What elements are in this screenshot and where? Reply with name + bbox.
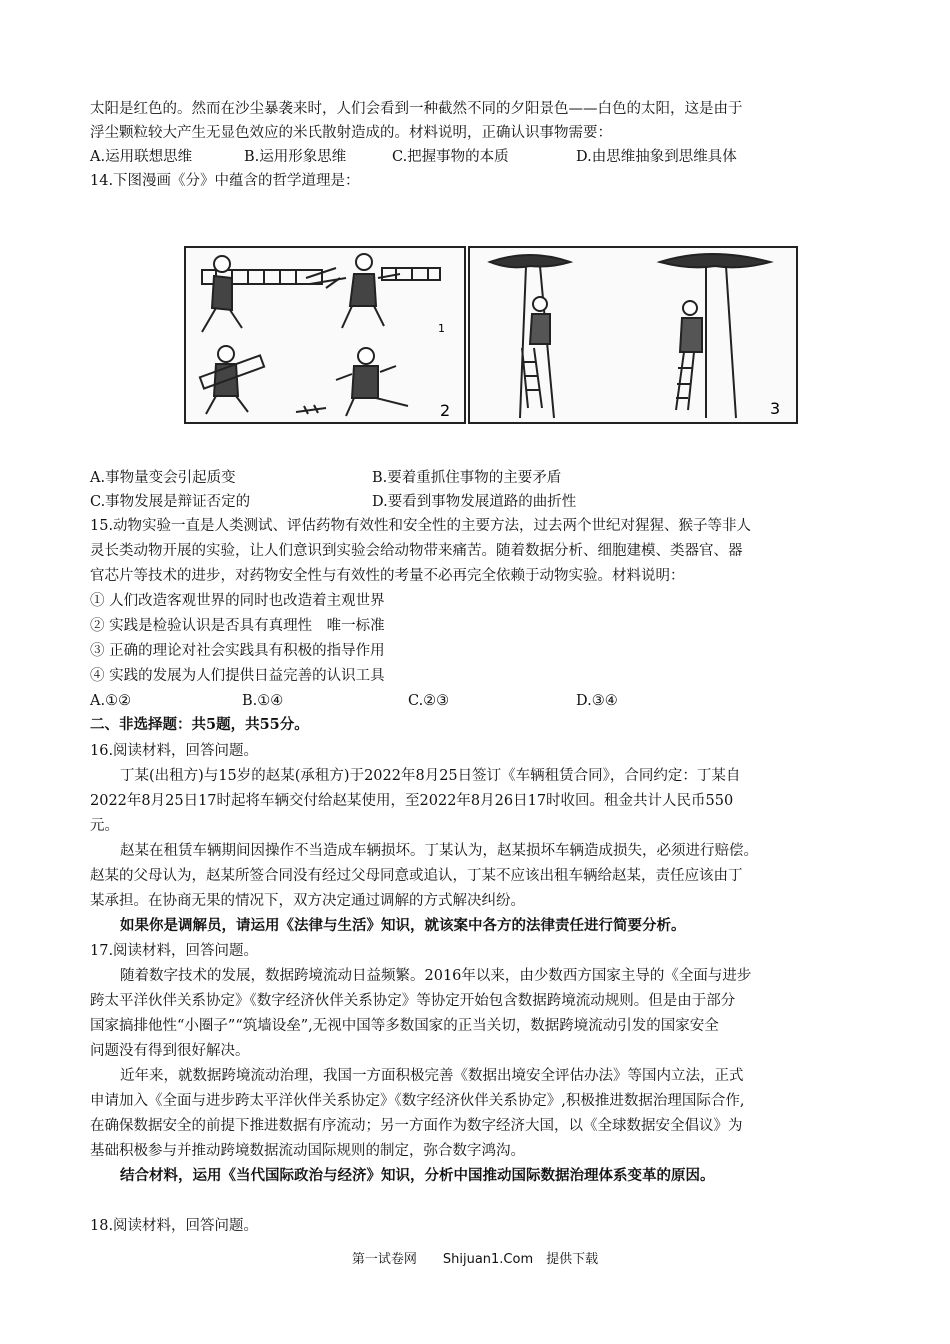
q13-stem-line-2: 浮尘颗粒较大产生无显色效应的米氏散射造成的。材料说明，正确认识事物需要： bbox=[90, 125, 612, 141]
q15-statement-4: ④ 实践的发展为人们提供日益完善的认识工具 bbox=[90, 668, 385, 684]
q15-option-c: C.②③ bbox=[408, 693, 450, 709]
q16-para1-line-3: 元。 bbox=[90, 818, 119, 834]
q13-option-d: D.由思维抽象到思维具体 bbox=[576, 149, 737, 165]
q17-para1-line-1: 随着数字技术的发展，数据跨境流动日益频繁。2016年以来，由少数西方国家主导的《全面与进步 bbox=[120, 968, 752, 984]
q14-option-a: A.事物量变会引起质变 bbox=[90, 470, 236, 486]
cartoon-figure bbox=[178, 240, 802, 436]
q13-option-b: B.运用形象思维 bbox=[244, 149, 347, 165]
q15-stem-line-2: 灵长类动物开展的实验，让人们意识到实验会给动物带来痛苦。随着数据分析、细胞建模、类器官、器 bbox=[90, 543, 743, 559]
page-footer: 第一试卷网 Shijuan1.Com 提供下载 bbox=[351, 1252, 599, 1267]
panel-number-3: 3 bbox=[770, 399, 781, 418]
cartoon-men-with-ladders-illustration bbox=[186, 248, 464, 422]
q14-option-c: C.事物发展是辩证否定的 bbox=[90, 494, 251, 510]
q17-para2-line-1: 近年来，就数据跨境流动治理，我国一方面积极完善《数据出境安全评估办法》等国内立法，正式 bbox=[120, 1068, 744, 1084]
q15-stem-line-1: 15.动物实验一直是人类测试、评估药物有效性和安全性的主要方法，过去两个世纪对猩猩、猴子等非人 bbox=[90, 518, 752, 534]
cartoon-climbing-trees-illustration bbox=[470, 248, 796, 422]
q13-stem-line-1: 太阳是红色的。然而在沙尘暴袭来时，人们会看到一种截然不同的夕阳景色——白色的太阳，这是由于 bbox=[90, 101, 743, 117]
q15-statement-1: ① 人们改造客观世界的同时也改造着主观世界 bbox=[90, 593, 385, 609]
q16-para1-line-2: 2022年8月25日17时起将车辆交付给赵某使用，至2022年8月26日17时收回。租金共计人民币550 bbox=[90, 793, 734, 809]
panel-number-2: 2 bbox=[440, 401, 451, 420]
q17-para2-line-4: 基础积极参与并推动跨境数据流动国际规则的制定，弥合数字鸿沟。 bbox=[90, 1143, 525, 1159]
q15-option-b: B.①④ bbox=[242, 693, 284, 709]
q17-para2-line-2: 申请加入《全面与进步跨太平洋伙伴关系协定》《数字经济伙伴关系协定》,积极推进数据治理国际合作, bbox=[90, 1093, 745, 1109]
q15-statement-3: ③ 正确的理论对社会实践具有积极的指导作用 bbox=[90, 643, 385, 659]
q16-para2-line-3: 某承担。在协商无果的情况下，双方决定通过调解的方式解决纠纷。 bbox=[90, 893, 525, 909]
panel-number-1: 1 bbox=[438, 322, 445, 335]
cartoon-panel-right bbox=[468, 246, 798, 424]
q16-para2-line-2: 赵某的父母认为，赵某所签合同没有经过父母同意或追认，丁某不应该出租车辆给赵某，责任应该由丁 bbox=[90, 868, 743, 884]
q16-stem: 16.阅读材料，回答问题。 bbox=[90, 743, 259, 759]
q14-option-d: D.要看到事物发展道路的曲折性 bbox=[372, 494, 577, 510]
q16-para1-line-1: 丁某(出租方)与15岁的赵某(承租方)于2022年8月25日签订《车辆租赁合同》，合同约定：丁某自 bbox=[120, 768, 741, 784]
q15-stem-line-3: 官芯片等技术的进步，对药物安全性与有效性的考量不必再完全依赖于动物实验。材料说明： bbox=[90, 568, 685, 584]
q17-para1-line-4: 问题没有得到很好解决。 bbox=[90, 1043, 250, 1059]
q15-statement-2: ② 实践是检验认识是否具有真理性 唯一标准 bbox=[90, 618, 385, 634]
q13-option-a: A.运用联想思维 bbox=[90, 149, 193, 165]
q15-option-d: D.③④ bbox=[576, 693, 618, 709]
q15-option-a: A.①② bbox=[90, 693, 132, 709]
q17-task: 结合材料，运用《当代国际政治与经济》知识，分析中国推动国际数据治理体系变革的原因。 bbox=[120, 1167, 715, 1184]
q17-para2-line-3: 在确保数据安全的前提下推进数据有序流动；另一方面作为数字经济大国，以《全球数据安全倡议》为 bbox=[90, 1118, 743, 1134]
q14-stem: 14.下图漫画《分》中蕴含的哲学道理是： bbox=[90, 173, 360, 189]
q17-para1-line-2: 跨太平洋伙伴关系协定》《数字经济伙伴关系协定》等协定开始包含数据跨境流动规则。但是由于部分 bbox=[90, 993, 736, 1009]
cartoon-panel-left bbox=[184, 246, 466, 424]
q18-stem: 18.阅读材料，回答问题。 bbox=[90, 1218, 259, 1234]
q16-para2-line-1: 赵某在租赁车辆期间因操作不当造成车辆损坏。丁某认为，赵某损坏车辆造成损失，必须进行赔偿。 bbox=[120, 843, 758, 859]
q16-task: 如果你是调解员，请运用《法律与生活》知识，就该案中各方的法律责任进行简要分析。 bbox=[120, 917, 686, 934]
q14-option-b: B.要着重抓住事物的主要矛盾 bbox=[372, 470, 562, 486]
q17-para1-line-3: 国家搞排他性“小圈子”“筑墙设垒”,无视中国等多数国家的正当关切，数据跨境流动引发的国家安全 bbox=[90, 1018, 719, 1034]
section-2-heading: 二、非选择题：共5题，共55分。 bbox=[90, 716, 309, 733]
q17-stem: 17.阅读材料，回答问题。 bbox=[90, 943, 259, 959]
q13-option-c: C.把握事物的本质 bbox=[392, 149, 509, 165]
